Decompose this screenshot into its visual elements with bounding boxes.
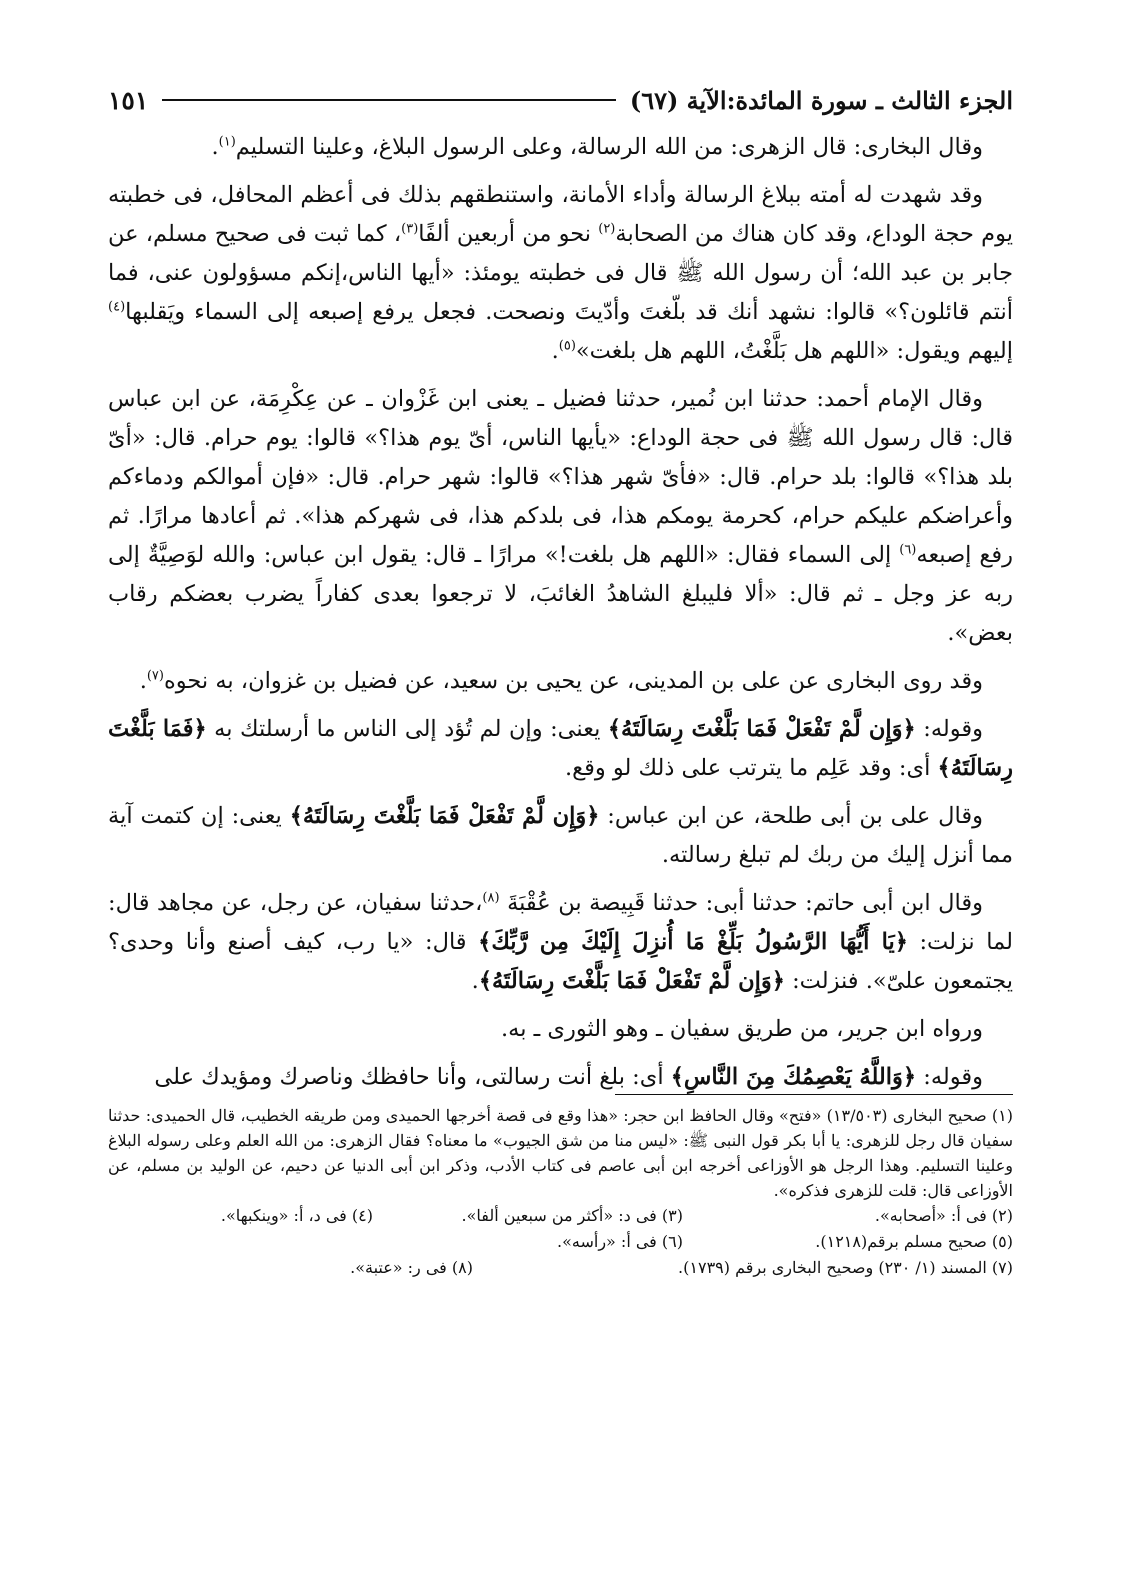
paragraph bbox=[108, 884, 1013, 1001]
text-run: . bbox=[211, 134, 219, 160]
header-rule bbox=[162, 99, 616, 101]
text-run: . bbox=[471, 968, 479, 994]
book-page bbox=[108, 72, 1013, 1552]
footnote-7: (٧) المسند (١/ ٢٣٠) وصحيح البخارى برقم (١٧٣٩). bbox=[678, 1258, 1013, 1277]
footnotes bbox=[108, 1094, 1013, 1281]
text-run: . bbox=[551, 338, 559, 364]
footnote-row bbox=[108, 1229, 1013, 1255]
text-run: وقال ابن أبى حاتم: حدثنا أبى: حدثنا قَبِيصة بن عُقْبَةَ bbox=[499, 890, 983, 916]
paragraph bbox=[108, 662, 1013, 701]
paragraph bbox=[108, 1010, 1013, 1049]
text-run: أى: وقد عَلِم ما يترتب على ذلك لو وقع. bbox=[565, 755, 938, 781]
header-title: الجزء الثالث ـ سورة المائدة:الآية (٦٧) bbox=[629, 85, 1013, 115]
footnote-2: (٢) فى أ: «أصحابه». bbox=[874, 1206, 1013, 1225]
text-run: وقوله: bbox=[916, 1064, 983, 1090]
paragraph bbox=[108, 1058, 1013, 1097]
running-header bbox=[108, 72, 1013, 128]
footnote-5: (٥) صحيح مسلم برقم(١٢١٨). bbox=[815, 1232, 1013, 1251]
footnote-8: (٨) فى ر: «عتبة». bbox=[350, 1258, 473, 1277]
page-number: ١٥١ bbox=[108, 85, 149, 115]
quran-quote: ﴿وَإِن لَّمْ تَفْعَلْ فَمَا بَلَّغْتَ رِسَالَتَهُ﴾ bbox=[289, 803, 600, 829]
footnote-ref: (٢) bbox=[598, 221, 616, 237]
footnote-3: (٣) فى د: «أكثر من سبعين ألفا». bbox=[461, 1206, 683, 1225]
main-text bbox=[108, 128, 1013, 1097]
quran-quote: ﴿وَاللَّهُ يَعْصِمُكَ مِنَ النَّاسِ﴾ bbox=[670, 1064, 917, 1090]
text-run: وقد روى البخارى عن على بن المدينى، عن يحيى بن سعيد، عن فضيل بن غزوان، به نحوه bbox=[163, 668, 983, 694]
text-run: . bbox=[139, 668, 147, 694]
footnote-ref: (٤) bbox=[108, 299, 126, 315]
footnote-row bbox=[108, 1255, 1013, 1281]
footnote-ref: (٧) bbox=[146, 668, 164, 684]
text-run: أى: بلغ أنت رسالتى، وأنا حافظك وناصرك ومؤيدك على bbox=[154, 1064, 671, 1090]
footnote-ref: (٦) bbox=[899, 542, 917, 558]
quran-quote: ﴿وَإِن لَّمْ تَفْعَلْ فَمَا بَلَّغْتَ رِسَالَتَهُ﴾ bbox=[607, 716, 916, 742]
paragraph bbox=[108, 710, 1013, 788]
quran-quote: ﴿فَمَا بَلَّغْتَ رِسَالَتَهُ﴾ bbox=[108, 716, 1013, 781]
text-run: ،حدثنا سفيان، عن رجل، عن مجاهد قال: لما نزلت: bbox=[108, 890, 1013, 955]
text-run: وقال على بن أبى طلحة، عن ابن عباس: bbox=[599, 803, 983, 829]
text-run: ، كما ثبت فى صحيح مسلم، عن جابر بن عبد الله؛ أن رسول الله ﷺ قال فى خطبته يومئذ: «أيها الناس،إنكم مسؤولون عنى، فما أنتم قائلون؟» قالوا: نشهد أنك قد بلّغتَ وأدّيتَ ونصحت. فجعل يرفع إصبعه إلى السماء ويَقلبها bbox=[108, 221, 1013, 325]
footnote-ref: (١) bbox=[218, 134, 236, 150]
paragraph bbox=[108, 176, 1013, 371]
text-run: إلى السماء فقال: «اللهم هل بلغت!» مرارًا ـ قال: يقول ابن عباس: والله لوَصِيَّةٌ إلى ربه عز وجل ـ ثم قال: «ألا فليبلغ الشاهدُ الغائبَ، لا ترجعوا بعدى كفاراً يضرب بعضكم رقاب بعض». bbox=[108, 542, 1013, 646]
footnote-ref: (٨) bbox=[482, 890, 500, 906]
text-run: وقوله: bbox=[915, 716, 983, 742]
footnote-1: (١) صحيح البخارى (١٣/٥٠٣) «فتح» وقال الحافظ ابن حجر: «هذا وقع فى قصة أخرجها الحميدى ومن طريقه الخطيب، قال الحميدى: حدثنا سفيان قال رجل للزهرى: يا أبا بكر قول النبى ﷺ: «ليس منا من شق الجيوب» ما معناه؟ فقال الزهرى: من الله العلم وعلى رسوله البلاغ وعلينا التسليم. وهذا الرجل هو الأوزاعى أخرجه ابن أبى عاصم فى كتاب الأدب، وذكر ابن أبى الدنيا عن دحيم، عن الوليد بن مسلم، عن الأوزاعى قال: قلت للزهرى فذكره». bbox=[108, 1106, 1013, 1200]
text-run: يعنى: وإن لم تُؤد إلى الناس ما أرسلتك به bbox=[206, 716, 608, 742]
quran-quote: ﴿يَا أَيُّهَا الرَّسُولُ بَلِّغْ مَا أُنزِلَ إِلَيْكَ مِن رَّبِّكَ﴾ bbox=[478, 929, 908, 955]
text-run: ورواه ابن جرير، من طريق سفيان ـ وهو الثورى ـ به. bbox=[500, 1016, 983, 1042]
footnote-6: (٦) فى أ: «رأسه». bbox=[557, 1232, 683, 1251]
footnote-4: (٤) فى د، أ: «وينكبها». bbox=[220, 1206, 373, 1225]
text-run: وقد شهدت له أمته ببلاغ الرسالة وأداء الأمانة، واستنطقهم بذلك فى أعظم المحافل، فى خطبته يوم حجة الوداع، وقد كان هناك من الصحابة bbox=[108, 182, 1013, 247]
paragraph bbox=[108, 380, 1013, 653]
footnote-row bbox=[108, 1203, 1013, 1229]
text-run: وقال البخارى: قال الزهرى: من الله الرسالة، وعلى الرسول البلاغ، وعلينا التسليم bbox=[235, 134, 983, 160]
text-run: إليهم ويقول: «اللهم هل بَلَّغْتُ، اللهم هل بلغت» bbox=[575, 338, 1013, 364]
footnote-separator bbox=[615, 1094, 1013, 1095]
footnote-ref: (٣) bbox=[401, 221, 419, 237]
text-run: نحو من أربعين ألفًا bbox=[418, 221, 599, 247]
text-run: يعنى: إن كتمت آية مما أنزل إليك من ربك لم تبلغ رسالته. bbox=[108, 803, 1013, 868]
paragraph bbox=[108, 797, 1013, 875]
quran-quote: ﴿وَإِن لَّمْ تَفْعَلْ فَمَا بَلَّغْتَ رِسَالَتَهُ﴾ bbox=[478, 968, 785, 994]
footnote-ref: (٥) bbox=[558, 338, 576, 354]
text-run: وقال الإمام أحمد: حدثنا ابن نُمير، حدثنا فضيل ـ يعنى ابن غَزْوان ـ عن عِكْرِمَة، عن ابن عباس قال: قال رسول الله ﷺ فى حجة الوداع: «يأيها الناس، أىّ يوم هذا؟» قالوا: يوم حرام. قال: «أىّ بلد هذا؟» قالوا: بلد حرام. قال: «فأىّ شهر هذا؟» قالوا: شهر حرام. قال: «فإن أموالكم ودماءكم وأعراضكم عليكم حرام، كحرمة يومكم هذا، فى بلدكم هذا، فى شهركم هذا». ثم أعادها مرارًا. ثم رفع إصبعه bbox=[108, 386, 1014, 568]
text-run: قال: «يا رب، كيف أصنع وأنا وحدى؟ يجتمعون علىّ». فنزلت: bbox=[108, 929, 1013, 994]
paragraph bbox=[108, 128, 1013, 167]
